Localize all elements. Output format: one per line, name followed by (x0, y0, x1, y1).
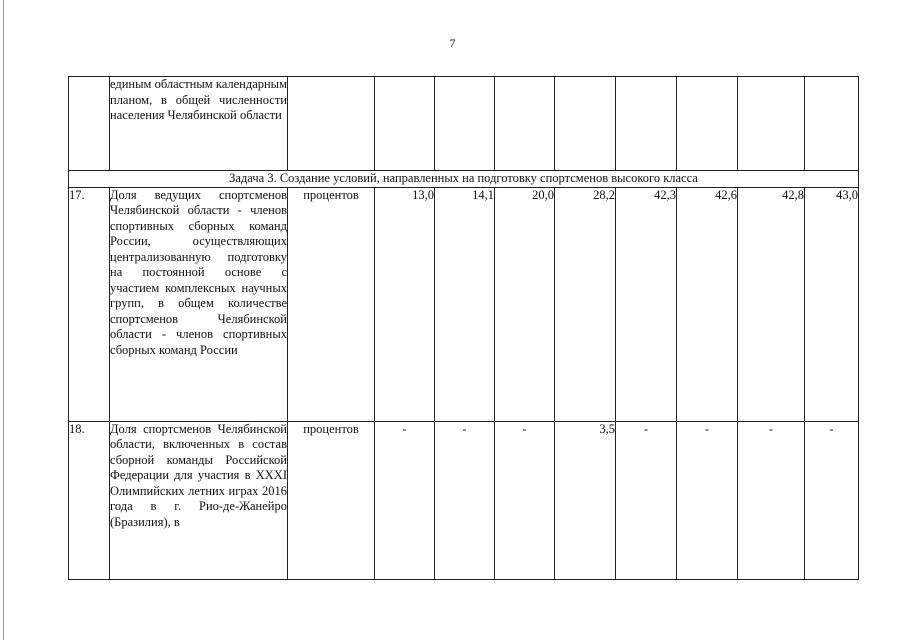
continuation-value-cell (677, 77, 738, 171)
continuation-row (69, 77, 859, 171)
continuation-description-text: единым областным календарным планом, в общей численности населения Челябинской области (110, 77, 287, 122)
row-value: 42,3 (616, 187, 677, 421)
row-value: 3,5 (555, 421, 616, 579)
row-value: - (616, 421, 677, 579)
continuation-description (110, 77, 288, 171)
continuation-value-cell (495, 77, 555, 171)
row-value: - (495, 421, 555, 579)
continuation-num-cell (69, 77, 110, 171)
row-value: 43,0 (805, 187, 859, 421)
row-value: - (805, 421, 859, 579)
task-header: Задача 3. Создание условий, направленных на подготовку спортсменов высокого класса (69, 171, 859, 188)
row-value: 28,2 (555, 187, 616, 421)
row-value: 42,6 (677, 187, 738, 421)
task-header-row (69, 171, 859, 188)
table-row (69, 187, 859, 421)
continuation-value-cell (738, 77, 805, 171)
indicators-table (68, 76, 859, 580)
continuation-value-cell (555, 77, 616, 171)
row-value: - (677, 421, 738, 579)
row-unit: процентов (288, 187, 375, 421)
row-value: 14,1 (435, 187, 495, 421)
row-value: - (435, 421, 495, 579)
row-value: 13,0 (375, 187, 435, 421)
row-unit: процентов (288, 421, 375, 579)
row-value: - (375, 421, 435, 579)
row-value: 42,8 (738, 187, 805, 421)
continuation-value-cell (805, 77, 859, 171)
row-value: - (738, 421, 805, 579)
row-description-text: Доля ведущих спортсменов Челябинской области - членов спортивных сборных команд России, осуществляющих централизованную подготовку на постоянной основе с участием комплексных научных групп, в общем количестве спортсменов Челябинской области - членов спортивных сборных команд России (110, 187, 287, 357)
continuation-value-cell (375, 77, 435, 171)
row-description (110, 187, 288, 421)
row-number: 18. (69, 421, 110, 579)
page-number: 7 (449, 36, 456, 50)
table-row (69, 421, 859, 579)
row-description-text: Доля спортсменов Челябинской области, включенных в состав сборной команды Российской Федерации для участия в XXXI Олимпийских летних играх 2016 года в г. Рио-де-Жанейро (Бразилия), в (110, 421, 287, 529)
continuation-value-cell (435, 77, 495, 171)
row-number: 17. (69, 187, 110, 421)
row-description (110, 421, 288, 579)
row-value: 20,0 (495, 187, 555, 421)
scan-edge-line (3, 0, 4, 640)
continuation-unit-cell (288, 77, 375, 171)
continuation-value-cell (616, 77, 677, 171)
